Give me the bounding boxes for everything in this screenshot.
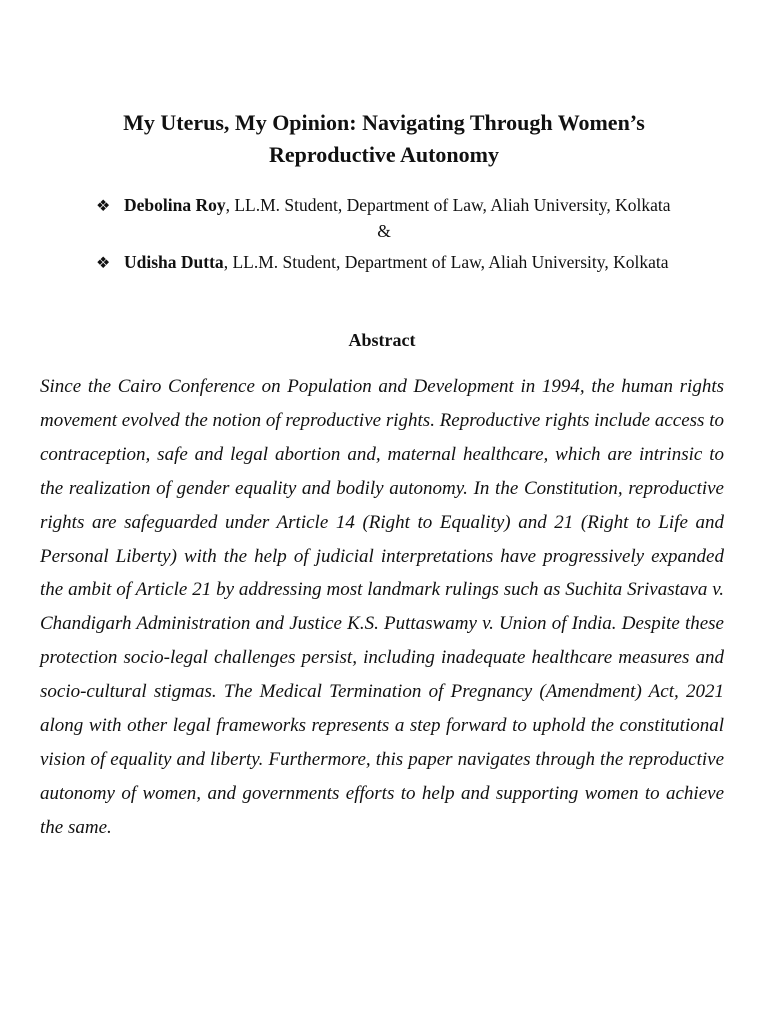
diamond-bullet-icon: ❖ [96, 198, 111, 215]
diamond-bullet-icon: ❖ [96, 255, 111, 272]
paper-title: My Uterus, My Opinion: Navigating Through Women’s Reproductive Autonomy [123, 109, 645, 167]
abstract-heading: Abstract [348, 329, 416, 350]
author-name: Debolina Roy [124, 195, 226, 215]
author-entry [96, 194, 670, 218]
author-separator: & [377, 221, 391, 241]
abstract-body: Since the Cairo Conference on Population and Development in 1994, the human rights movement evolved the notion of reproductive rights. Reproductive rights include access to contraception, safe and legal abortion and, maternal healthcare, which are intrinsic to the realization of gender equality and bodily autonomy. In the Constitution, reproductive rights are safeguarded under Article 14 (Right to Equality) and 21 (Right to Life and Personal Liberty) with the help of judicial interpretations have progressively expanded the ambit of Article 21 by addressing most landmark rulings such as Suchita Srivastava v. Chandigarh Administration and Justice K.S. Puttaswamy v. Union of India. Despite these protection socio-legal challenges persist, including inadequate healthcare measures and socio-cultural stigmas. The Medical Termination of Pregnancy (Amendment) Act, 2021 along with other legal frameworks represents a step forward to uphold the constitutional vision of equality and liberty. Furthermore, this paper navigates through the reproductive autonomy of women, and governments efforts to help and supporting women to achieve the same. [40, 376, 724, 838]
author-affiliation: , LL.M. Student, Department of Law, Aliah University, Kolkata [225, 195, 671, 215]
author-entry [96, 251, 669, 275]
author-name: Udisha Dutta [124, 252, 224, 272]
author-affiliation: , LL.M. Student, Department of Law, Aliah University, Kolkata [223, 252, 669, 272]
